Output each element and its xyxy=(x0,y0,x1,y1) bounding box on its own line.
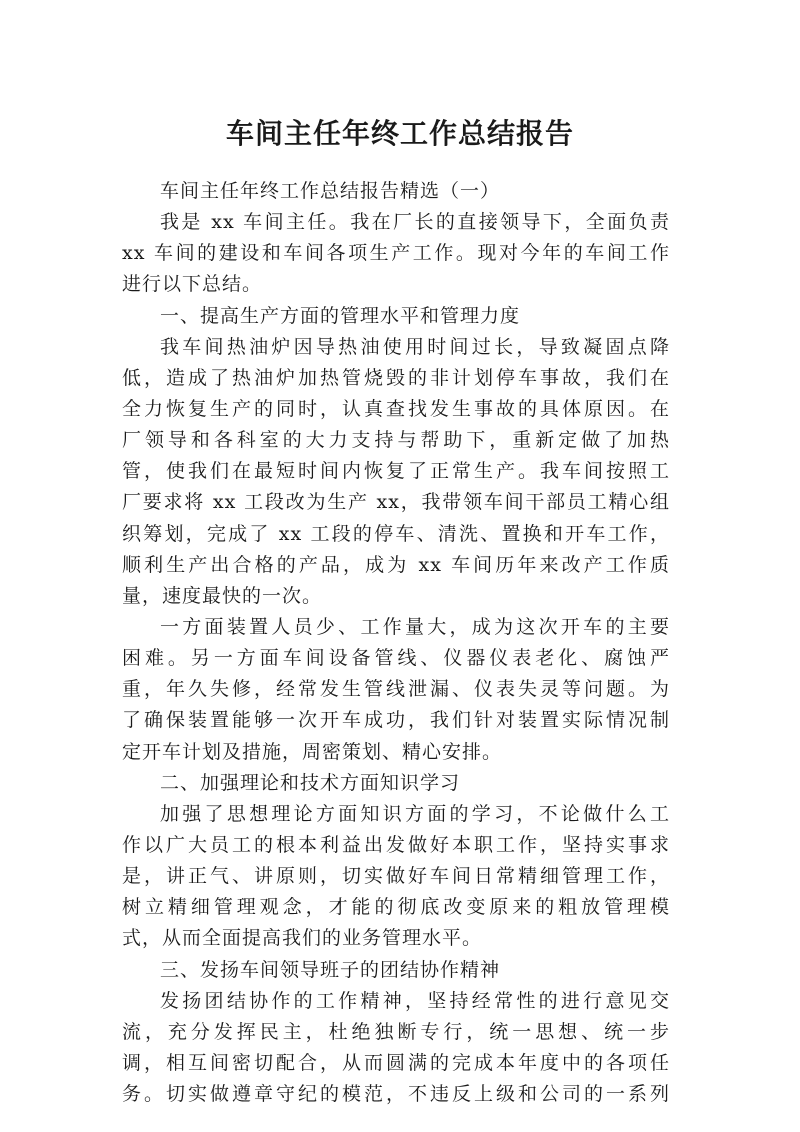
document-body xyxy=(122,176,670,1110)
text-line: 是，讲正气、讲原则，切实做好车间日常精细管理工作， xyxy=(122,865,670,888)
text-line: 厂领导和各科室的大力支持与帮助下，重新定做了加热 xyxy=(122,429,670,452)
text-line: 调，相互间密切配合，从而圆满的完成本年度中的各项任 xyxy=(122,1051,670,1074)
text-line: 二、加强理论和技术方面知识学习 xyxy=(160,771,461,794)
text-line: 务。切实做遵章守纪的模范，不违反上级和公司的一系列 xyxy=(122,1083,670,1106)
text-line: 进行以下总结。 xyxy=(122,273,263,296)
text-line: 低，造成了热油炉加热管烧毁的非计划停车事故，我们在 xyxy=(122,366,670,389)
text-line: 我是 xx 车间主任。我在厂长的直接领导下，全面负责 xyxy=(160,211,670,234)
text-line: 管，使我们在最短时间内恢复了正常生产。我车间按照工 xyxy=(122,460,670,483)
text-line: 我车间热油炉因导热油使用时间过长，导致凝固点降 xyxy=(160,335,670,358)
text-line: 车间主任年终工作总结报告精选（一） xyxy=(160,180,501,202)
text-line: 织筹划，完成了 xx 工段的停车、清洗、置换和开车工作， xyxy=(122,522,670,545)
text-line: 困难。另一方面车间设备管线、仪器仪表老化、腐蚀严 xyxy=(122,647,670,670)
text-line: 厂要求将 xx 工段改为生产 xx，我带领车间干部员工精心组 xyxy=(122,491,670,514)
text-line: 量，速度最快的一次。 xyxy=(122,584,323,607)
text-line: 一方面装置人员少、工作量大，成为这次开车的主要 xyxy=(160,615,670,638)
text-line: 重，年久失修，经常发生管线泄漏、仪表失灵等问题。为 xyxy=(122,678,670,701)
text-line: xx 车间的建设和车间各项生产工作。现对今年的车间工作 xyxy=(122,242,670,265)
text-line: 作以广大员工的根本利益出发做好本职工作，坚持实事求 xyxy=(122,833,670,856)
text-line: 三、发扬车间领导班子的团结协作精神 xyxy=(160,958,501,981)
text-line: 全力恢复生产的同时，认真查找发生事故的具体原因。在 xyxy=(122,397,670,420)
text-line: 发扬团结协作的工作精神，坚持经常性的进行意见交 xyxy=(160,989,670,1012)
text-line: 了确保装置能够一次开车成功，我们针对装置实际情况制 xyxy=(122,709,670,732)
text-line: 树立精细管理观念，才能的彻底改变原来的粗放管理模 xyxy=(122,896,670,919)
document-title: 车间主任年终工作总结报告 xyxy=(225,117,574,150)
text-line: 顺利生产出合格的产品，成为 xx 车间历年来改产工作质 xyxy=(122,553,670,576)
text-line: 式，从而全面提高我们的业务管理水平。 xyxy=(122,927,483,950)
text-line: 流，充分发挥民主，杜绝独断专行，统一思想、统一步 xyxy=(122,1020,670,1043)
text-line: 加强了思想理论方面知识方面的学习，不论做什么工 xyxy=(160,802,670,825)
text-line: 一、提高生产方面的管理水平和管理力度 xyxy=(160,304,521,327)
text-line: 定开车计划及措施，周密策划、精心安排。 xyxy=(122,740,503,763)
